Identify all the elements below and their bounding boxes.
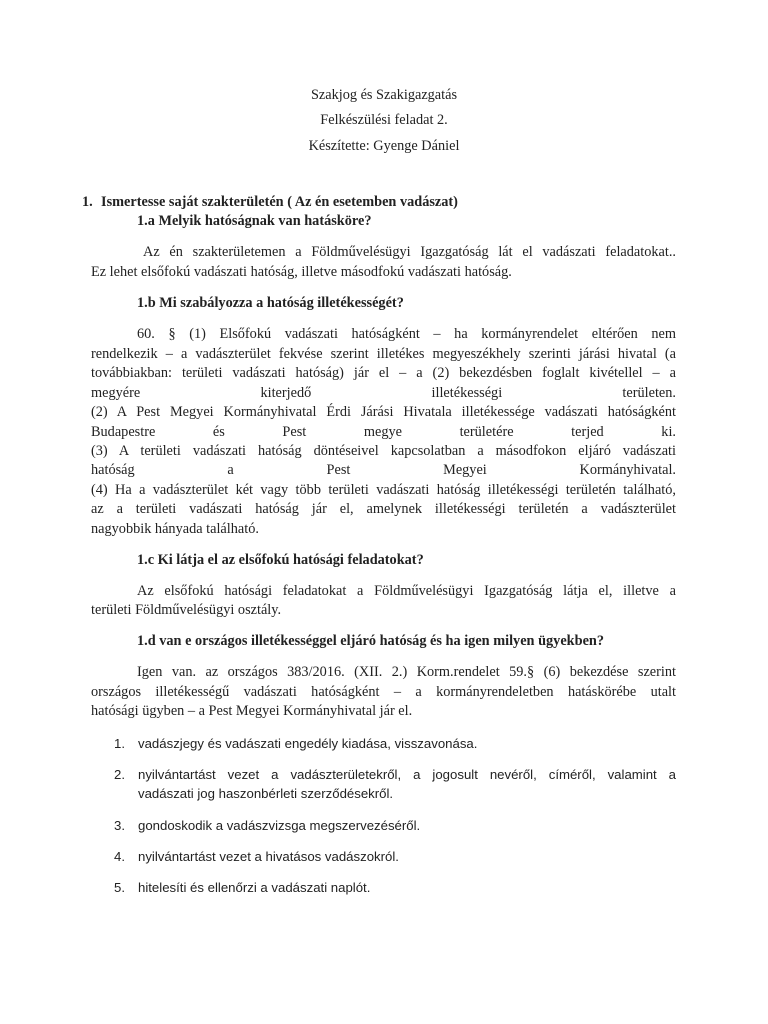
paragraph-line: hatóság a Pest Megyei Kormányhivatal. <box>91 462 676 478</box>
paragraph-line: továbbiakban: területi vadászati hatóság) jár el – a (2) bekezdésben foglalt kivétellel – a <box>91 365 676 381</box>
paragraph-line: Igen van. az országos 383/2016. (XII. 2.) Korm.rendelet 59.§ (6) bekezdése szerint <box>137 664 676 680</box>
paragraph-line: Ez lehet elsőfokú vadászati hatóság, illetve másodfokú vadászati hatóság. <box>91 264 512 280</box>
paragraph-line: Az én szakterületemen a Földművelésügyi Igazgatóság lát el vadászati feladatokat.. <box>143 244 676 260</box>
paragraph-line: nagyobbik hányada található. <box>91 521 259 537</box>
question-b-heading: 1.b Mi szabályozza a hatóság illetékességét? <box>137 295 404 311</box>
paragraph-line: Az elsőfokú hatósági feladatokat a Földművelésügyi Igazgatóság látja el, illetve a <box>137 583 676 599</box>
list-item-text: gondoskodik a vadászvizsga megszervezéséről. <box>138 818 421 833</box>
section-number: 1. <box>82 194 93 210</box>
paragraph-line: (4) Ha a vadászterület két vagy több területi vadászati hatóság illetékességi területén található, <box>91 482 676 498</box>
list-item-text: vadászati jog haszonbérleti szerződésekről. <box>138 786 394 801</box>
list-item-text: hitelesíti és ellenőrzi a vadászati naplót. <box>138 880 371 895</box>
paragraph-line: (2) A Pest Megyei Kormányhivatal Érdi Járási Hivatala illetékessége vadászati hatóságként <box>91 404 676 420</box>
question-d-heading: 1.d van e országos illetékességgel eljáró hatóság és ha igen milyen ügyekben? <box>137 633 605 649</box>
list-item-text: nyilvántartást vezet a vadászterületekről, a jogosult nevéről, címéről, valamint a <box>138 767 676 782</box>
question-a-heading: 1.a Melyik hatóságnak van hatásköre? <box>137 213 372 229</box>
paragraph-line: 60. § (1) Elsőfokú vadászati hatóságként – ha kormányrendelet eltérően nem <box>137 326 676 342</box>
list-item-number: 2. <box>114 767 125 782</box>
question-c-heading: 1.c Ki látja el az elsőfokú hatósági feladatokat? <box>137 552 424 568</box>
paragraph-line: országos illetékességű vadászati hatóságként – a kormányrendeletben hatáskörébe utalt <box>91 684 676 700</box>
list-item-text: nyilvántartást vezet a hivatásos vadászokról. <box>138 849 399 864</box>
document-subtitle: Felkészülési feladat 2. <box>320 112 448 128</box>
list-item-number: 4. <box>114 849 125 864</box>
paragraph-line: területi Földművelésügyi osztály. <box>91 602 282 618</box>
list-item-number: 5. <box>114 880 125 895</box>
paragraph-line: az a területi vadászati hatóság jár el, amelynek illetékességi területén a vadászterület <box>91 501 676 517</box>
document-title: Szakjog és Szakigazgatás <box>310 87 458 103</box>
paragraph-line: hatósági ügyben – a Pest Megyei Kormányhivatal jár el. <box>91 703 413 719</box>
list-item-number: 3. <box>114 818 125 833</box>
paragraph-line: Budapestre és Pest megye területére terjed ki. <box>91 424 676 440</box>
paragraph-line: rendelkezik – a vadászterület fekvése szerint illetékes megyeszékhely szerinti járási hivatal (a <box>91 346 676 362</box>
list-item-text: vadászjegy és vadászati engedély kiadása, visszavonása. <box>138 736 478 751</box>
list-item-number: 1. <box>114 736 125 751</box>
paragraph-line: megyére kiterjedő illetékességi területen. <box>91 385 676 401</box>
document-author: Készítette: Gyenge Dániel <box>308 138 460 154</box>
paragraph-line: (3) A területi vadászati hatóság döntéseivel kapcsolatban a másodfokon eljáró vadászati <box>91 443 676 459</box>
section-heading: Ismertesse saját szakterületén ( Az én esetemben vadászat) <box>101 194 458 210</box>
